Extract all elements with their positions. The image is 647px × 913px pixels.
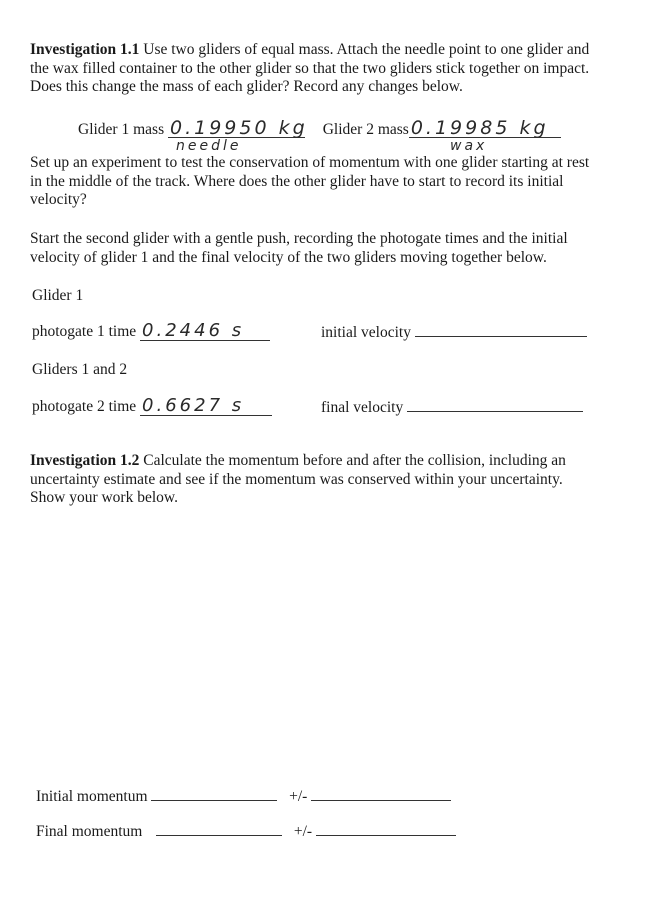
glider-2-mass-field[interactable]: 0.19985 kg [409,119,561,138]
final-momentum-plusminus: +/- [293,823,313,840]
final-velocity-row [321,397,583,417]
glider-1-section-label: Glider 1 [32,287,84,304]
final-momentum-label: Final momentum [36,823,143,840]
investigation-1-2-paragraph [30,452,595,508]
final-velocity-field[interactable] [407,397,583,412]
investigation-1-2-text: Calculate the momentum before and after the collision, including an uncertainty estimate and see if the momentum was conserved within your uncertainty. Show your work below. [30,452,566,506]
initial-momentum-label: Initial momentum [36,788,148,805]
photogate-1-row [32,322,270,341]
investigation-1-1-heading: Investigation 1.1 [30,41,140,58]
initial-momentum-uncertainty-field[interactable] [311,786,451,801]
photogate-2-field[interactable]: 0.6627 s [140,397,272,416]
investigation-1-1-paragraph [30,41,595,97]
photogate-1-label: photogate 1 time [32,323,137,340]
glider-2-mass-label: Glider 2 mass [322,121,409,138]
initial-velocity-field[interactable] [415,322,587,337]
start-paragraph: Start the second glider with a gentle push, recording the photogate times and the initial velocity of glider 1 and the final velocity of the two gliders moving together below. [30,230,568,266]
glider-2-annotation: wax [450,138,488,154]
glider-1-mass-field[interactable]: 0.19950 kg [169,117,308,139]
setup-paragraph: Set up an experiment to test the conservation of momentum with one glider starting at rest in the middle of the track. Where does the other glider have to start to record its initial velocity? [30,154,590,208]
final-velocity-label: final velocity [321,399,404,416]
initial-velocity-row [321,322,587,342]
initial-momentum-row [36,786,451,806]
final-momentum-row [36,821,456,841]
glider-1-annotation: needle [176,138,242,154]
photogate-1-field[interactable]: 0.2446 s [140,322,270,341]
photogate-2-row [32,397,272,416]
gliders-1-2-section-label: Gliders 1 and 2 [32,361,128,378]
initial-momentum-plusminus: +/- [289,788,308,805]
final-momentum-field[interactable] [156,821,282,836]
investigation-1-1-text: Use two gliders of equal mass. Attach the needle point to one glider and the wax filled container to the other glider so that the two gliders stick together on impact. Does this change the mass of each glider? Record any changes below. [30,41,590,95]
glider-1-mass-label: Glider 1 mass [78,121,165,138]
final-momentum-uncertainty-field[interactable] [316,821,456,836]
photogate-2-label: photogate 2 time [32,398,137,415]
initial-velocity-label: initial velocity [321,324,411,341]
investigation-1-2-heading: Investigation 1.2 [30,452,140,469]
initial-momentum-field[interactable] [151,786,277,801]
glider-mass-row [78,119,561,139]
